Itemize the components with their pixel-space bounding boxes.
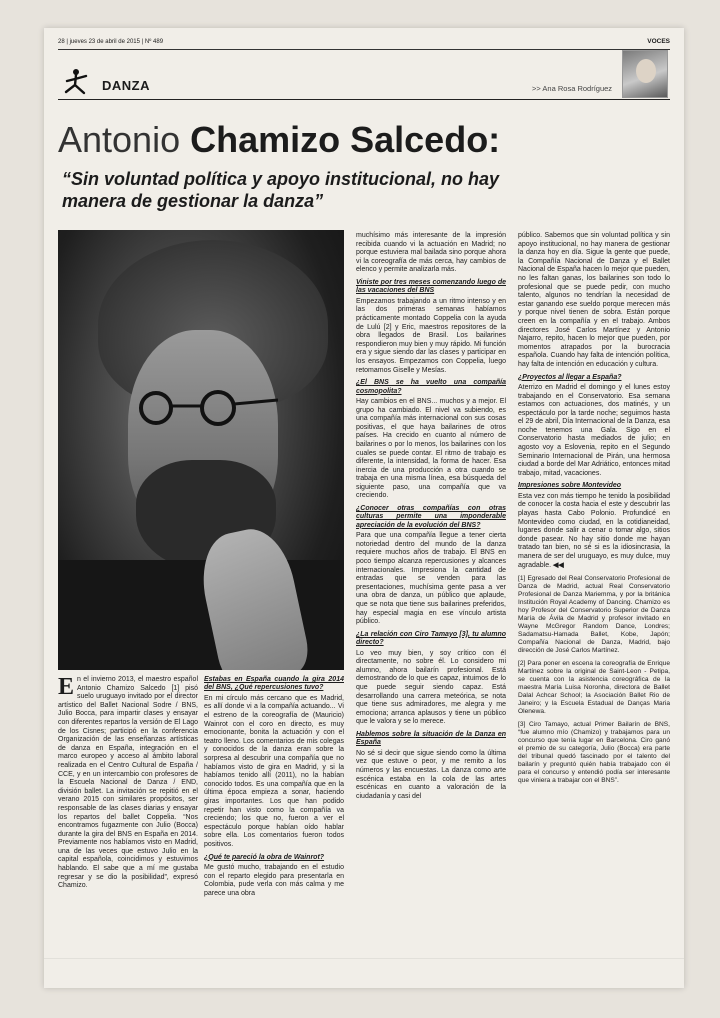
- page-fold-line: [44, 958, 684, 959]
- question-heading: ¿Conocer otras compañías con otras culturas permite una imponderable apreciación de la evolución del BNS?: [356, 505, 506, 529]
- answer-paragraph: En mi círculo más cercano que es Madrid, es allí donde vi a la compañía actuando... Vi el estreno de la coreografía de (Mauricio) Wainrot con el coro en directo, es muy emocionante, bonita la actuación y con el teatro lleno. Los comentarios de mis colegas y conocidos de la danza eran sobre la sorpresa al descubrir una compañía que no habíamos visto de gira en Madrid, y si la habíamos tenido allí (2011), no la habían conocido todos. Es una compañía que en la última época empieza a sonar, haciendo giras importantes. Los que han podido repetir han visto como la compañía va creciendo; los que no, fueron a ver el espectáculo porque habían oído hablar sobre ella. Los comentarios fueron todos positivos.: [204, 694, 344, 848]
- answer-paragraph: público. Sabemos que sin voluntad política y sin apoyo institucional, no hay manera de gestionar la danza hoy en día. Sigue la gente que puede, la Compañía Nacional de Danza y el Ballet Nacional de España hacen lo mejor que pueden, no les faltan ganas, los bailarines son todo lo profesional que se puede pedir, con mucho talento, algunos no tendrían la necesidad de estar ganando ese sueldo porque merecen más y porque nivel tienen de sobra. Están porque creen en la compañía y en el trabajo. Ambos directores José Carlos Martínez y Antonio Najarro, repito, hacen lo mejor que pueden, por momentos atrapados por la burocracia española. Cuando hay falta de intención política, hay falta de intención en educación y cultura.: [518, 232, 670, 368]
- photo-glasses: [118, 390, 278, 426]
- brand-logo: VOCES: [647, 38, 670, 45]
- answer-paragraph: Lo veo muy bien, y soy crítico con él directamente, no sobre él. Lo considero mi alumno, ahora bailarín profesional. Está demostrando de lo que es capaz, intuimos de lo que puede seguir siendo capaz. Está desarrollando una carrera meteórica, se nota que tiene sus admiradores, me alegra y me emociona; arranca aplausos y tiene un público que le valora y se lo merece.: [356, 649, 506, 726]
- question-heading: ¿Proyectos al llegar a España?: [518, 373, 622, 381]
- byline: >> Ana Rosa Rodríguez: [532, 84, 613, 93]
- question-heading: ¿El BNS se ha vuelto una compañía cosmopolita?: [356, 379, 506, 395]
- section-label: DANZA: [102, 78, 150, 93]
- question-heading: Impresiones sobre Montevideo: [518, 482, 622, 490]
- intro-paragraph: [58, 676, 198, 891]
- article-column-2: [204, 676, 344, 900]
- answer-text: Esta vez con más tiempo he tenido la posibilidad de conocer la costa hacia el este y descubrir las playas hasta Cabo Polonio. Profundicé en Montevideo como ciudad, en la cotidianeidad, lugares donde salir a cenar o tomar algo, sitios donde pasear. No hay sitio donde me hayan tratado tan bien, no sé si es la idiosincrasia, la manera de ser del uruguayo, es muy dulce, muy agradable.: [518, 492, 670, 569]
- question-heading: Viniste por tres meses comenzando luego de las vacaciones del BNS: [356, 278, 506, 295]
- article-column-1: [58, 676, 198, 893]
- question-heading: Hablemos sobre la situación de la Danza en España: [356, 730, 506, 747]
- headline-first-name: Antonio: [58, 119, 191, 160]
- answer-paragraph: Me gustó mucho, trabajando en el estudio con el reparto elegido para presentarla en Colombia, pude verla con más calma y me parece una obra: [204, 863, 344, 897]
- footnote: [1] Egresado del Real Conservatorio Profesional de Danza de Madrid, actual Real Conservatorio Profesional de Danza Mariemma, y por la británica Institución Royal Academy of Dancing. Chamizo es hoy Profesor del Conservatorio Superior de Danza María de Ávila de Madrid y profesor invitado en Wayne McGregor Random Dance, Londres; Sadamatsu-Hamada Ballet, Kobe, Japón; Compañía Nacional de Danza, Madrid, bajo dirección de José Carlos Martínez.: [518, 575, 670, 655]
- article-column-4: [518, 232, 670, 787]
- footnote: [2] Para poner en escena la coreografía de Enrique Martínez sobre la original de Saint-Leon - Petipa, se cuenta con la asistencia coreográfica de la maestra María Luisa Noronha, directora de Ballet Dalal Achcar School; la Asociación Ballet Rio de Janeiro; y la Escuela Estadual de Danças Maria Olenewa.: [518, 660, 670, 716]
- intro-text: n el invierno 2013, el maestro español Antonio Chamizo Salcedo [1] pisó suelo uruguayo invitado por el director artístico del Ballet Nacional Sodre / BNS, Julio Bocca, para impartir clases y ensayar con diferentes repartos la versión de El Lago de los Cisnes; participó en la conferencia Organización de las enseñanzas artísticas de danza en España, integración en el marco europeo y acceso al ámbito laboral realizada en el Centro Cultural de España / CCE, y en un intercambio con profesores de la Escuela Nacional de Danza / END, división ballet. La invitación se repitió en el verano 2015 con similares propósitos, ser responsable de las clases diarias y ensayar los repartos del ballet Coppelia. “Nos encontramos fugazmente con Julio (Bocca) durante la gira del BNS en España en 2014. Previamente nos habíamos visto en Madrid, una de las veces que estuvo Julio en la capital española, coincidimos y estuvimos hablando. El sabe que a mí me gustaba regresar y se dio la posibilidad”, expresó Chamizo.: [58, 676, 198, 890]
- page-header-strip: [58, 36, 670, 50]
- footnote: [3] Ciro Tamayo, actual Primer Bailarín de BNS, “fue alumno mío (Chamizo) y trabajamos para un concurso que tenía lugar en Barcelona. Ciro ganó el premio de su categoría, Julio (Bocca) era parte del tribunal quedó fascinado por el talento del bailarín y preguntó quién había trabajado con él para el concurso y entendió podía ser interesante que viniera a trabajar con el BNS”.: [518, 721, 670, 785]
- newspaper-page: [44, 28, 684, 988]
- answer-paragraph: Empezamos trabajando a un ritmo intenso y en las dos primeras semanas habíamos prácticamente montado Coppelia con la ayuda de Lulú [2] y Eric, maestros repositores de la obra llegados de Brasil. Los bailarines respondieron muy bien y muy rápido. Mi función era y sigue siendo dar las clases y participar en los ensayos. Empezamos con Coppelia, luego retomamos Giselle y Mesías.: [356, 297, 506, 374]
- headline-surname: Chamizo Salcedo:: [190, 119, 501, 160]
- end-mark: ◀◀: [553, 561, 564, 569]
- author-photo: [622, 50, 668, 98]
- question-heading: Estabas en España cuando la gira 2014 del BNS, ¿Qué repercusiones tuvo?: [204, 676, 344, 692]
- answer-paragraph: [518, 493, 670, 570]
- headline: [58, 120, 670, 160]
- answer-paragraph: No sé si decir que sigue siendo como la última vez que estuve o peor, y me remito a los números y las encuestas. La danza como arte escénica estaba en la cola de las artes escénicas en cuanto a valoración de la ciudadanía y casi del: [356, 749, 506, 800]
- answer-paragraph: Para que una compañía llegue a tener cierta notoriedad dentro del mundo de la danza requiere muchos años de trabajo. El BNS en poco tiempo alcanza repercusiones y alcances internacionales. Impresiona la cantidad de entradas que se venden para las presentaciones, muchísima gente pasa a ver una obra de danza, un público que aplaude, que se nota que tiene sus bailarines preferidos, hay especial magia en ese vínculo artista público.: [356, 532, 506, 626]
- dropcap: E: [58, 674, 75, 700]
- question-heading: ¿Qué te pareció la obra de Wainrot?: [204, 853, 325, 861]
- article-column-3: [356, 232, 506, 803]
- question-heading: ¿La relación con Ciro Tamayo [3], tu alumno directo?: [356, 630, 506, 647]
- issue-info: 28 | jueves 23 de abril de 2015 | Nº 489: [58, 39, 164, 45]
- section-header: [58, 64, 670, 100]
- answer-paragraph: muchísimo más interesante de la impresión recibida cuando vi la actuación en Madrid; no porque estuviera mal bailada sino porque ahora vi la coreografía de más cerca, hay cambios de elenco y permite analizarla más.: [356, 232, 506, 274]
- dancer-icon: [62, 68, 90, 96]
- answer-paragraph: Aterrizo en Madrid el domingo y el lunes estoy trabajando en el Conservatorio. Esa semana estamos con actuaciones, dos matinés, y un espectáculo por la tarde noche; seguimos hasta el 29 de abril, Día Internacional de la Danza, esa noche tenemos una Gala. Sigo en el Conservatorio hasta mediados de julio; en agosto voy a Eslovenia, repito en el Segundo Seminario Internacional de Pirán, una hermosa ciudad a borde del Mar Adriático, entonces mitad trabajo, mitad, vacaciones.: [518, 383, 670, 477]
- portrait-photo: [58, 230, 344, 670]
- subheadline-quote: “Sin voluntad política y apoyo institucional, no hay manera de gestionar la danza”: [62, 169, 500, 211]
- answer-paragraph: Hay cambios en el BNS... muchos y a mejor. El grupo ha cambiado. El nivel va subiendo, es una compañía más internacional con sus cosas positivas, el que haya bailarines de otros países. Ha crecido en cuanto al número de bailarines o por lo menos, los bailarines con los cuales se puede contar. El ritmo de trabajo es diferente, la intensidad, la forma de hacer. Esa inercia de una producción a otra cuando se trabaja en una misma línea, esa búsqueda del siguiente paso, una compañía que va creciendo.: [356, 397, 506, 500]
